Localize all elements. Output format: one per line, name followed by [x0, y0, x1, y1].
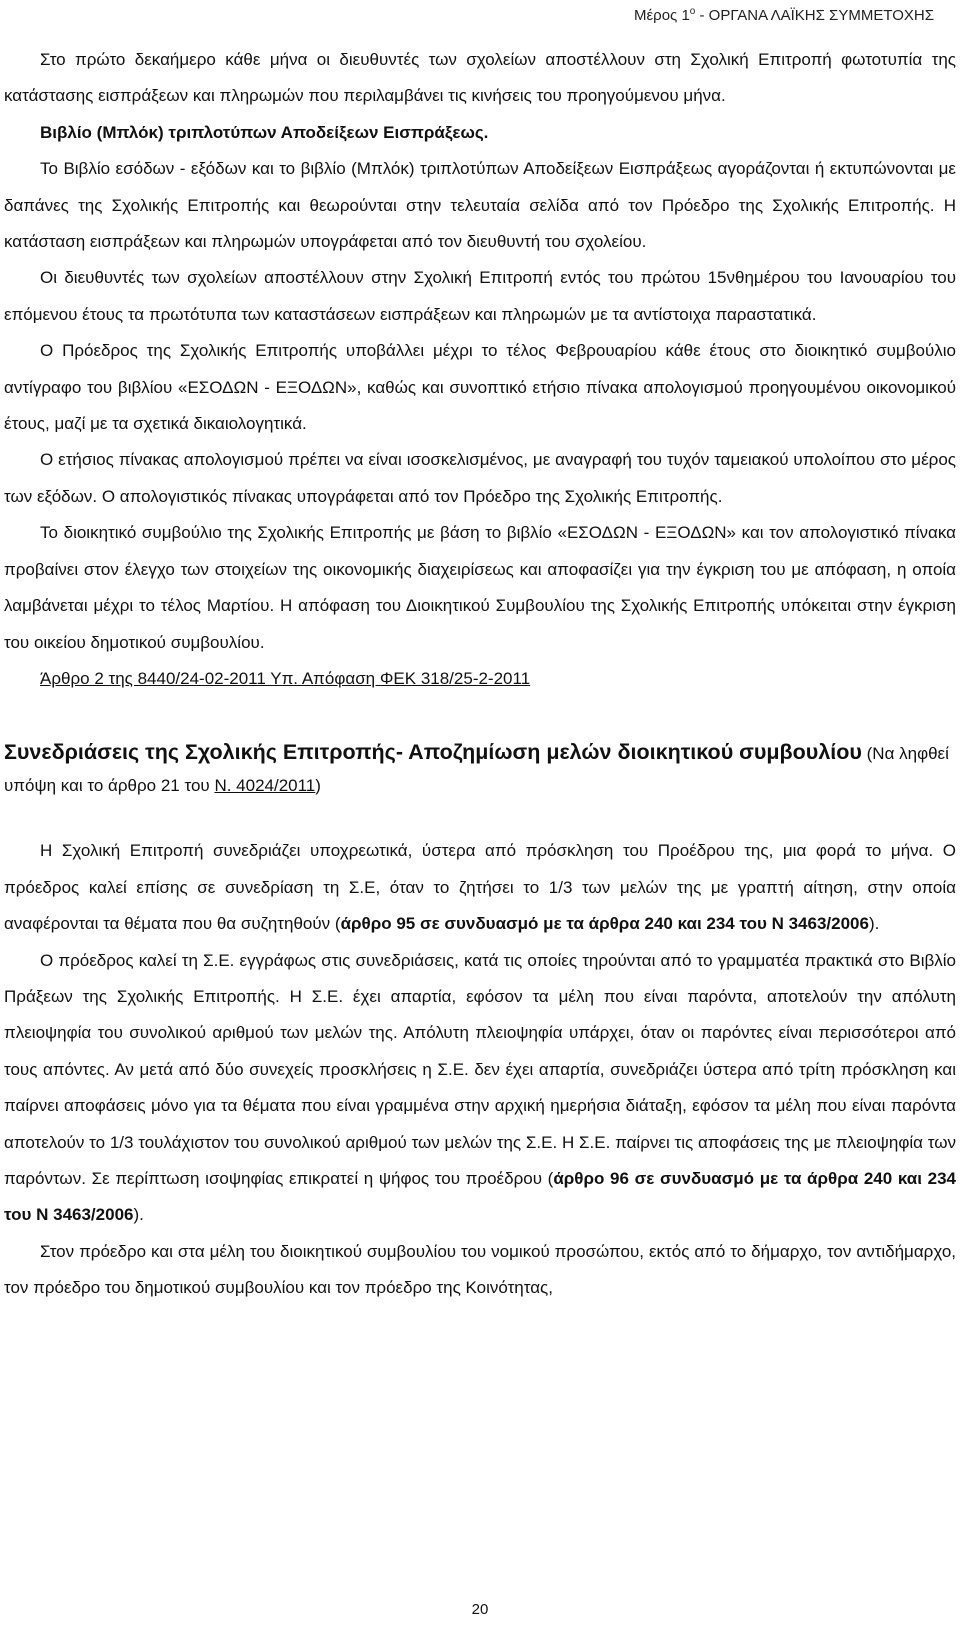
paragraph-meetings	[4, 833, 956, 942]
legal-reference[interactable]	[4, 661, 956, 697]
paragraph-books-purchase: Το Βιβλίο εσόδων - εξόδων και το βιβλίο (Μπλόκ) τριπλοτύπων Αποδείξεων Εισπράξεως αγοράζονται ή εκτυπώνονται με δαπάνες της Σχολικής Επιτροπής και θεωρούνται στην τελευταία σελίδα από τον Πρόεδρο της Σχολικής Επιτροπής. Η κατάσταση εισπράξεων και πληρωμών υπογράφεται από τον διευθυντή του σχολείου.	[4, 159, 956, 252]
page-number: 20	[471, 1601, 489, 1618]
section-note-suffix: )	[315, 776, 321, 796]
paragraph-balanced-table: Ο ετήσιος πίνακας απολογισμού πρέπει να είναι ισοσκελισμένος, με αναγραφή του τυχόν ταμειακού υπολοίπου στο μέρος των εξόδων. Ο απολογιστικός πίνακας υπογράφεται από τον Πρόεδρο της Σχολικής Επιτροπής.	[4, 450, 956, 506]
section-title: Συνεδριάσεις της Σχολικής Επιτροπής- Αποζημίωση μελών διοικητικού συμβουλίου	[4, 740, 862, 765]
running-header	[634, 2, 934, 26]
paragraph-monthly-report: Στο πρώτο δεκαήμερο κάθε μήνα οι διευθυντές των σχολείων αποστέλλουν στη Σχολική Επιτροπή φωτοτυπία της κατάστασης εισπράξεων και πληρωμών που περιλαμβάνει τις κινήσεις του προηγούμενου μήνα.	[4, 50, 956, 106]
p7-text: Η Σχολική Επιτροπή συνεδριάζει υποχρεωτικά, ύστερα από πρόσκληση του Προέδρου της, μια φορά το μήνα. Ο πρόεδρος καλεί επίσης σε συνεδρίαση τη Σ.Ε, όταν το ζητήσει το 1/3 των μελών της με γραπτή αίτηση, στην οποία αναφέρονται τα θέματα που θα συζητηθούν (	[4, 841, 956, 934]
paragraph-originals-submission: Οι διευθυντές των σχολείων αποστέλλουν στην Σχολική Επιτροπή εντός του πρώτου 15νθημέρου του Ιανουαρίου του επόμενου έτους τα πρωτότυπα των καταστάσεων εισπράξεων και πληρωμών με τα αντίστοιχα παραστατικά.	[4, 268, 956, 324]
p8-text: Ο πρόεδρος καλεί τη Σ.Ε. εγγράφως στις συνεδριάσεις, κατά τις οποίες τηρούνται από το γραμματέα πρακτικά στο Βιβλίο Πράξεων της Σχολικής Επιτροπής. Η Σ.Ε. έχει απαρτία, εφόσον τα μέλη που είναι παρόντα, αποτελούν την απόλυτη πλειοψηφία του συνολικού αριθμού των μελών της. Απόλυτη πλειοψηφία υπάρχει, όταν οι παρόντες είναι περισσότεροι από τους απόντες. Αν μετά από δύο συνεχείς προσκλήσεις η Σ.Ε. δεν έχει απαρτία, συνεδριάζει ύστερα από τρίτη πρόσκληση και παίρνει αποφάσεις μόνο για τα θέματα που είναι γραμμένα στην αρχική ημερήσια διάταξη, εφόσον τα μέλη που είναι παρόντα αποτελούν το 1/3 τουλάχιστον του συνολικού αριθμού των μελών της Σ.Ε. Η Σ.Ε. παίρνει τις αποφάσεις της με πλειοψηφία των παρόντων. Σε περίπτωση ισοψηφίας επικρατεί η ψήφος του προέδρου (	[4, 950, 956, 1188]
part-label: Μέρος 1	[633, 7, 690, 24]
paragraph-president-submits: Ο Πρόεδρος της Σχολικής Επιτροπής υποβάλλει μέχρι το τέλος Φεβρουαρίου κάθε έτους στο διοικητικό συμβούλιο αντίγραφο του βιβλίου «ΕΣΟΔΩΝ - ΕΞΟΔΩΝ», καθώς και συνοπτικό ετήσιο πίνακα απολογισμού προηγουμένου οικονομικού έτους, μαζί με τα σχετικά δικαιολογητικά.	[4, 341, 956, 434]
p8-article-ref: άρθρο 96 σε συνδυασμό με τα άρθρα 240 και 234 του Ν 3463/2006	[4, 1168, 956, 1225]
document-body	[4, 42, 956, 1307]
p7-close: ).	[868, 914, 880, 934]
section-heading	[4, 737, 956, 801]
subheading-receipt-book: Βιβλίο (Μπλόκ) τριπλοτύπων Αποδείξεων Εισπράξεως.	[40, 122, 489, 142]
law-link[interactable]: Ν. 4024/2011	[214, 776, 316, 796]
legal-reference-link[interactable]: Άρθρο 2 της 8440/24-02-2011 Υπ. Απόφαση ΦΕΚ 318/25-2-2011	[40, 668, 531, 688]
p7-article-ref: άρθρο 95 σε συνδυασμό με τα άρθρα 240 και 234 του Ν 3463/2006	[340, 914, 869, 934]
paragraph-quorum	[4, 943, 956, 1234]
p8-close: ).	[133, 1205, 144, 1225]
paragraph-board-approval: Το διοικητικό συμβούλιο της Σχολικής Επιτροπής με βάση το βιβλίο «ΕΣΟΔΩΝ - ΕΞΟΔΩΝ» και τον απολογιστικό πίνακα προβαίνει στον έλεγχο των στοιχείων της οικονομικής διαχειρίσεως και αποφασίζει για την έγκριση του με απόφαση, η οποία λαμβάνεται μέχρι το τέλος Μαρτίου. Η απόφαση του Διοικητικού Συμβουλίου της Σχολικής Επιτροπής υπόκειται στην έγκριση του οικείου δημοτικού συμβουλίου.	[4, 523, 956, 652]
part-title: - ΟΡΓΑΝΑ ΛΑΪΚΗΣ ΣΥΜΜΕΤΟΧΗΣ	[695, 7, 934, 24]
paragraph-compensation: Στον πρόεδρο και στα μέλη του διοικητικού συμβουλίου του νομικού προσώπου, εκτός από το δήμαρχο, τον αντιδήμαρχο, τον πρόεδρο του δημοτικού συμβουλίου και τον πρόεδρο της Κοινότητας,	[4, 1241, 956, 1298]
section-note-prefix: (Να ληφθεί υπόψη και το άρθρο 21 του	[4, 744, 949, 796]
part-superscript: ο	[689, 6, 696, 17]
